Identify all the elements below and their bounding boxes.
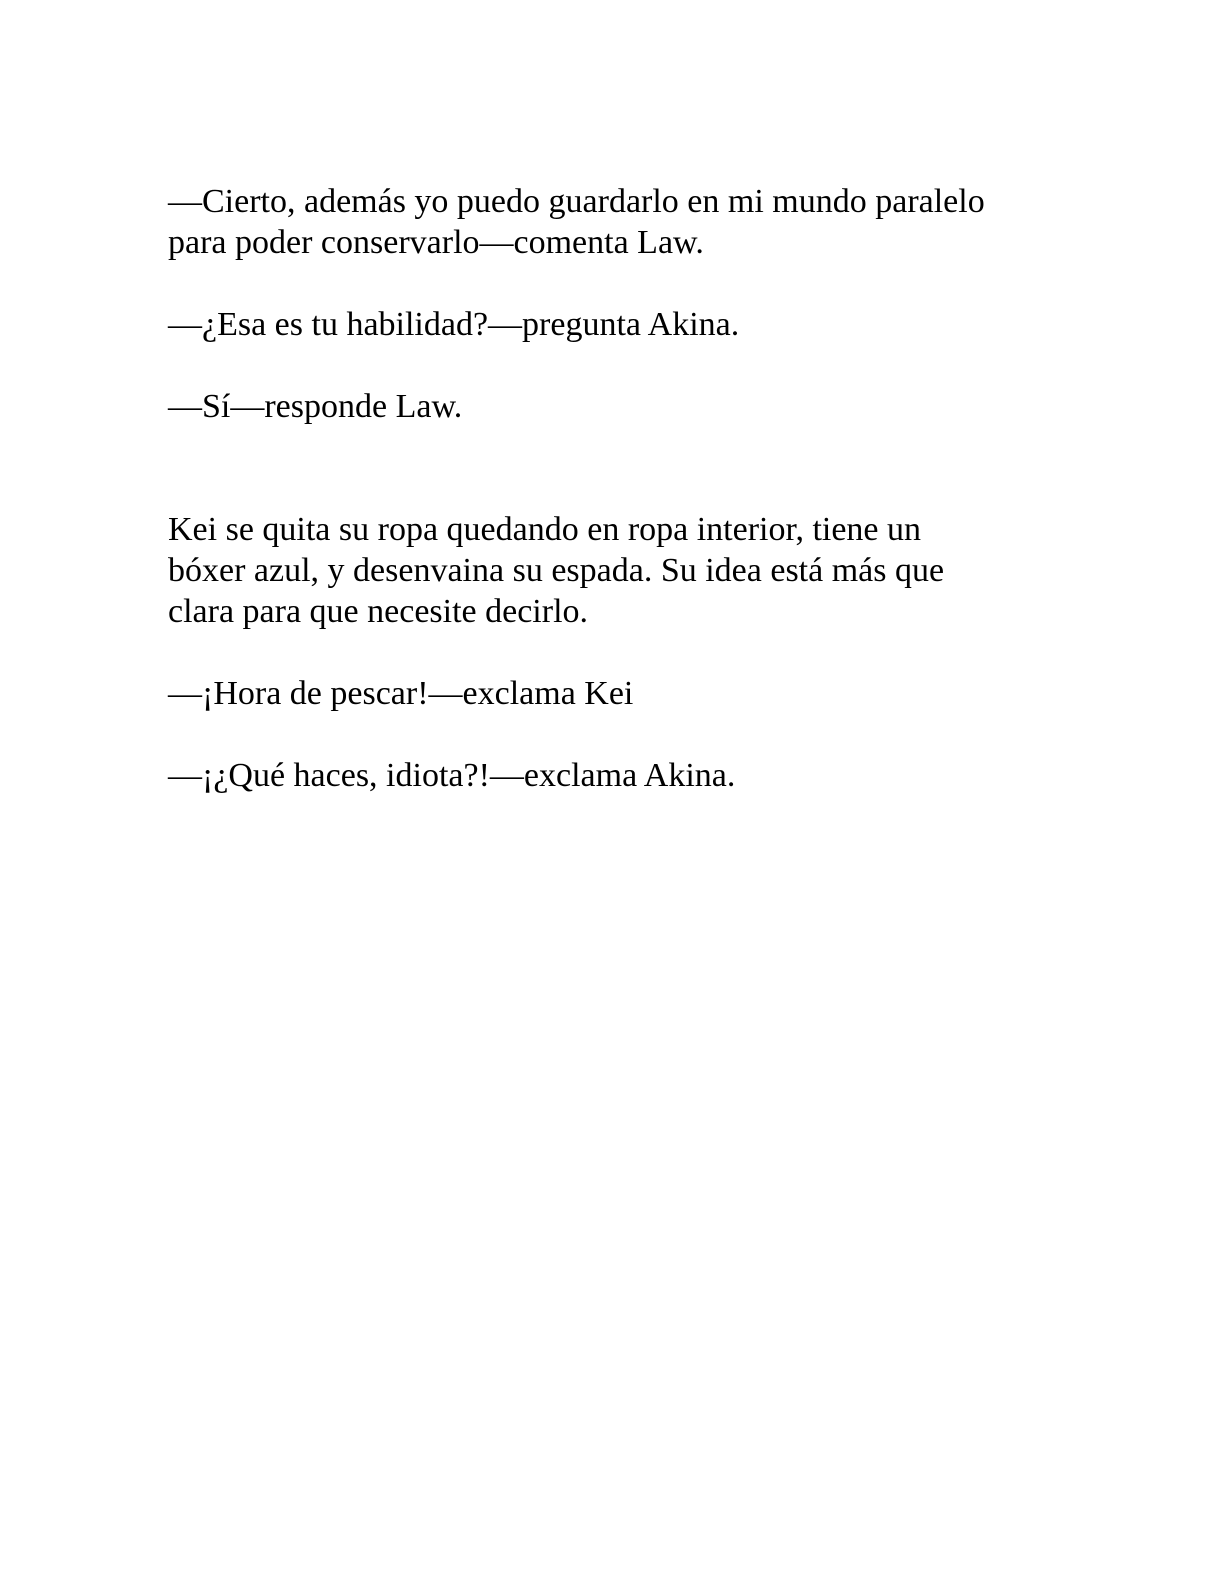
section-spacer	[168, 427, 1048, 509]
paragraph-spacer	[168, 345, 1048, 386]
dialogue-paragraph: —¡Hora de pescar!—exclama Kei	[168, 675, 634, 712]
body-text	[168, 181, 1048, 796]
dialogue-paragraph: —¿Esa es tu habilidad?—pregunta Akina.	[168, 306, 740, 343]
paragraph-spacer	[168, 714, 1048, 755]
paragraph-spacer	[168, 263, 1048, 304]
dialogue-paragraph: —Cierto, además yo puedo guardarlo en mi mundo paralelo para poder conservarlo—comenta Law.	[168, 183, 985, 261]
paragraph-spacer	[168, 632, 1048, 673]
narrative-paragraph: Kei se quita su ropa quedando en ropa interior, tiene un bóxer azul, y desenvaina su espada. Su idea está más que clara para que necesite decirlo.	[168, 511, 945, 630]
dialogue-paragraph: —Sí—responde Law.	[168, 388, 463, 425]
dialogue-paragraph: —¡¿Qué haces, idiota?!—exclama Akina.	[168, 757, 736, 794]
